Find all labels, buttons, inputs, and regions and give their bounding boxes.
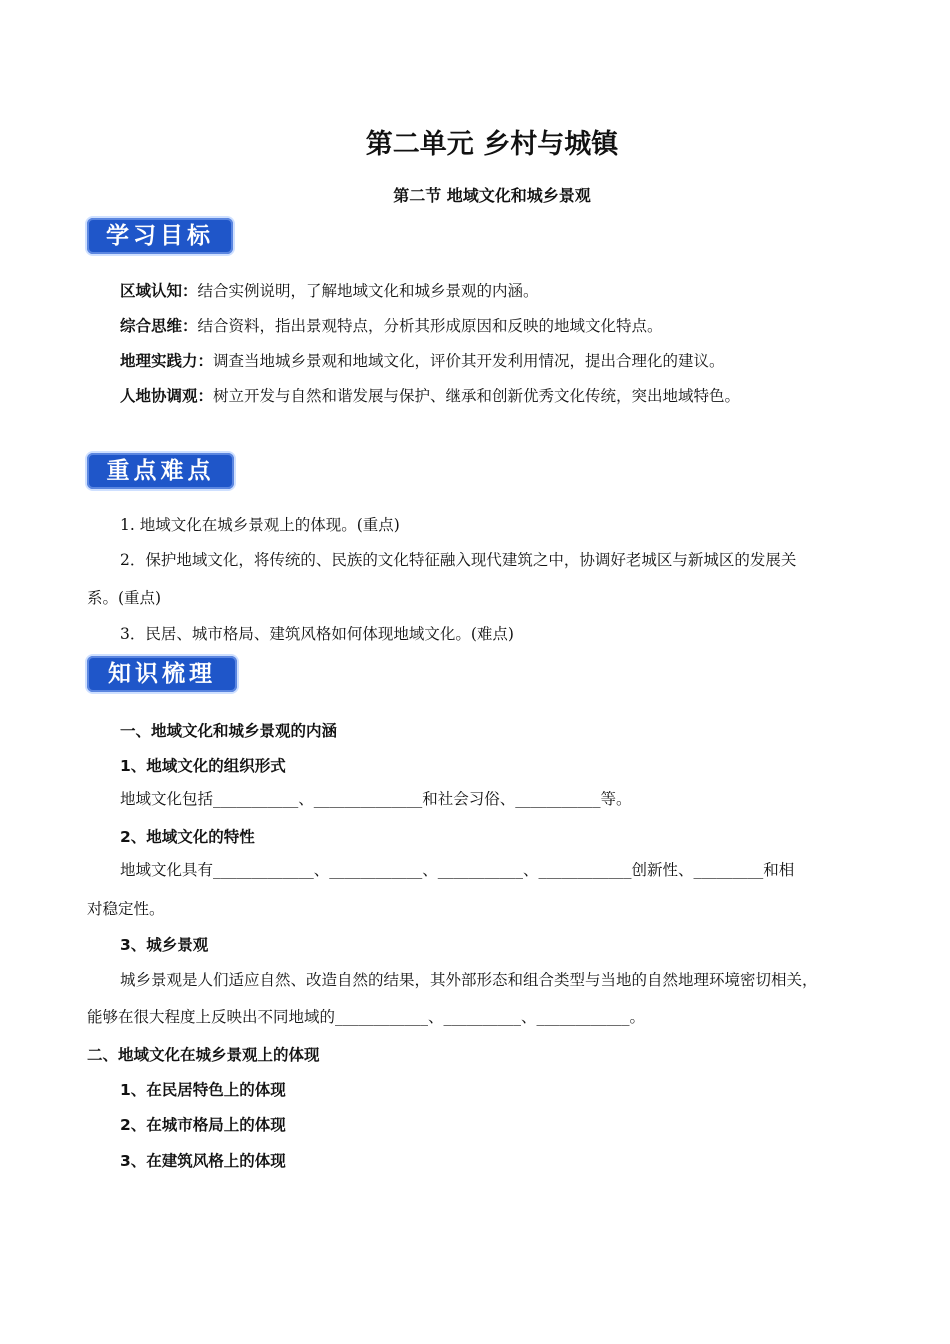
heading-1-2: 2、地域文化的特性 [120, 828, 255, 846]
heading-1-1: 1、地域文化的组织形式 [120, 757, 286, 775]
knowledge-review-badge: 知识梳理 [87, 656, 237, 692]
heading-2-2: 2、在城市格局上的体现 [120, 1116, 286, 1134]
key-point-3: 3．民居、城市格局、建筑风格如何体现地域文化。(难点) [120, 625, 514, 643]
goal-item: 综合思维：结合资料，指出景观特点，分析其形成原因和反映的地域文化特点。 [120, 317, 663, 335]
heading-section-1: 一、地域文化和城乡景观的内涵 [120, 722, 338, 740]
goal-item: 地理实践力：调查当地城乡景观和地域文化，评价其开发利用情况，提出合理化的建议。 [120, 352, 725, 370]
heading-section-2: 二、地域文化在城乡景观上的体现 [87, 1046, 320, 1064]
goal-item: 人地协调观：树立开发与自然和谐发展与保护、继承和创新优秀文化传统，突出地域特色。 [120, 387, 741, 405]
page-title: 第二单元 乡村与城镇 [365, 129, 619, 160]
heading-1-3: 3、城乡景观 [120, 936, 209, 954]
paragraph-1-3: 城乡景观是人们适应自然、改造自然的结果，其外部形态和组合类型与当地的自然地理环境密切相关， [120, 971, 818, 989]
fill-blank-1-2-continued: 对稳定性。 [87, 900, 165, 918]
heading-2-3: 3、在建筑风格上的体现 [120, 1152, 286, 1170]
key-points-badge: 重点难点 [87, 453, 234, 489]
key-point-2-continued: 系。(重点) [87, 589, 162, 607]
fill-blank-1-1: 地域文化包括___________、______________和社会习俗、___________等。 [120, 790, 632, 808]
key-point-2: 2．保护地域文化，将传统的、民族的文化特征融入现代建筑之中，协调好老城区与新城区的发展关 [120, 551, 797, 569]
section-subtitle: 第二节 地域文化和城乡景观 [393, 186, 591, 205]
goal-item: 区域认知：结合实例说明，了解地域文化和城乡景观的内涵。 [120, 282, 539, 300]
fill-blank-1-3: 能够在很大程度上反映出不同地域的____________、__________、____________。 [87, 1008, 646, 1026]
learning-goals-badge: 学习目标 [87, 218, 233, 254]
fill-blank-1-2: 地域文化具有_____________、____________、___________、____________创新性、_________和相 [120, 861, 795, 879]
key-point-1: 1. 地域文化在城乡景观上的体现。(重点) [120, 516, 400, 534]
heading-2-1: 1、在民居特色上的体现 [120, 1081, 286, 1099]
